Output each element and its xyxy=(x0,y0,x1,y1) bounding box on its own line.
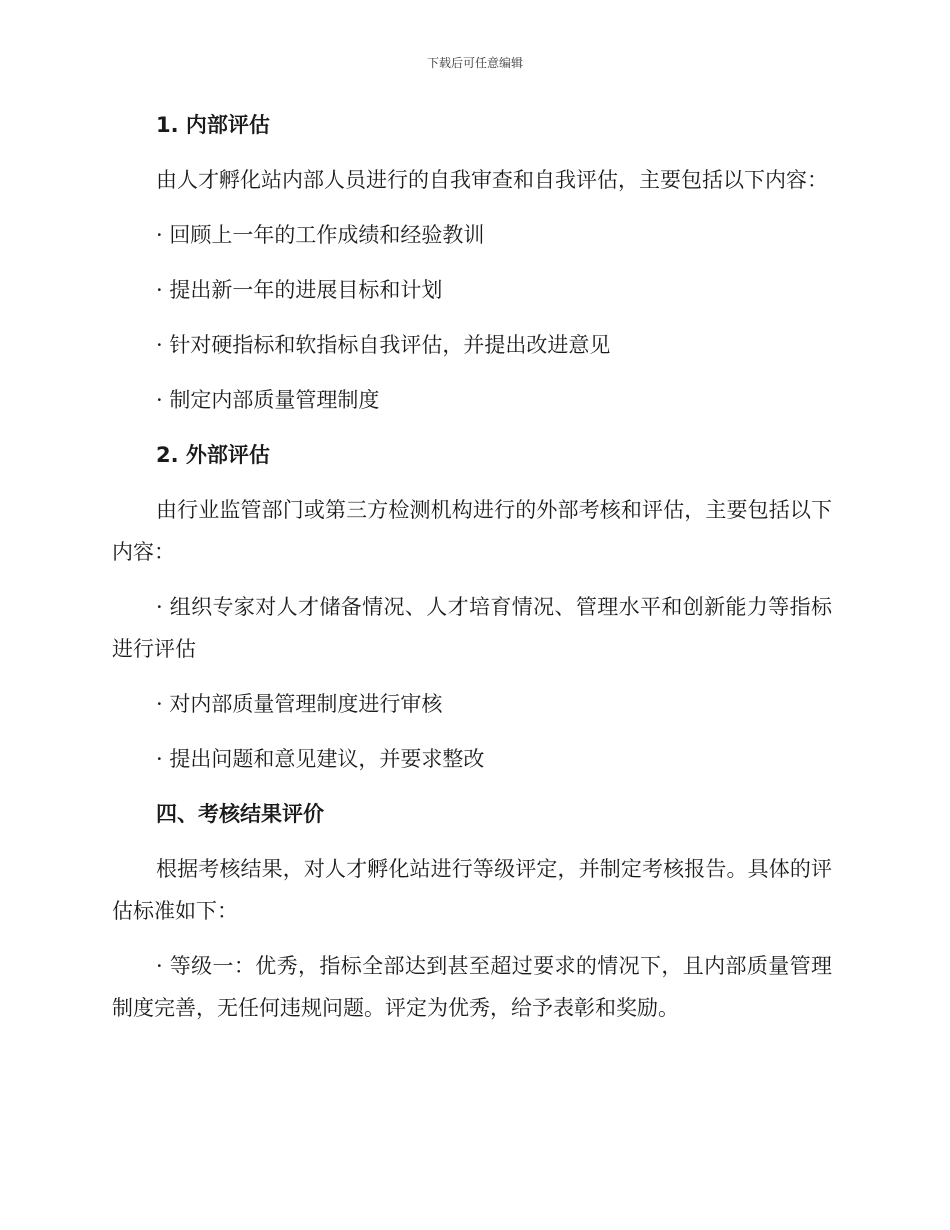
bullet-item: · 提出新一年的进展目标和计划 xyxy=(156,278,443,302)
bullet-item: · 针对硬指标和软指标自我评估，并提出改进意见 xyxy=(156,333,611,357)
document-body xyxy=(112,104,832,1042)
bullet-item: · 组织专家对人才储备情况、人才培育情况、管理水平和创新能力等指标进行评估 xyxy=(112,595,832,661)
paragraph: 根据考核结果，对人才孵化站进行等级评定，并制定考核报告。具体的评估标准如下： xyxy=(112,857,832,923)
bullet-item: · 回顾上一年的工作成绩和经验教训 xyxy=(156,223,485,247)
bullet-item: · 制定内部质量管理制度 xyxy=(156,388,380,412)
bullet-item: · 提出问题和意见建议，并要求整改 xyxy=(156,747,485,771)
paragraph: 由人才孵化站内部人员进行的自我审查和自我评估，主要包括以下内容： xyxy=(156,168,828,192)
bullet-item: · 对内部质量管理制度进行审核 xyxy=(156,692,443,716)
section-heading-evaluation: 四、考核结果评价 xyxy=(156,802,324,826)
paragraph: 由行业监管部门或第三方检测机构进行的外部考核和评估，主要包括以下内容： xyxy=(112,498,832,564)
section-heading-external: 2. 外部评估 xyxy=(156,443,270,467)
bullet-item: · 等级一：优秀，指标全部达到甚至超过要求的情况下，且内部质量管理制度完善，无任何违规问题。评定为优秀，给予表彰和奖励。 xyxy=(112,954,832,1020)
section-heading-internal: 1. 内部评估 xyxy=(156,113,270,137)
page-header: 下载后可任意编辑 xyxy=(426,56,523,70)
